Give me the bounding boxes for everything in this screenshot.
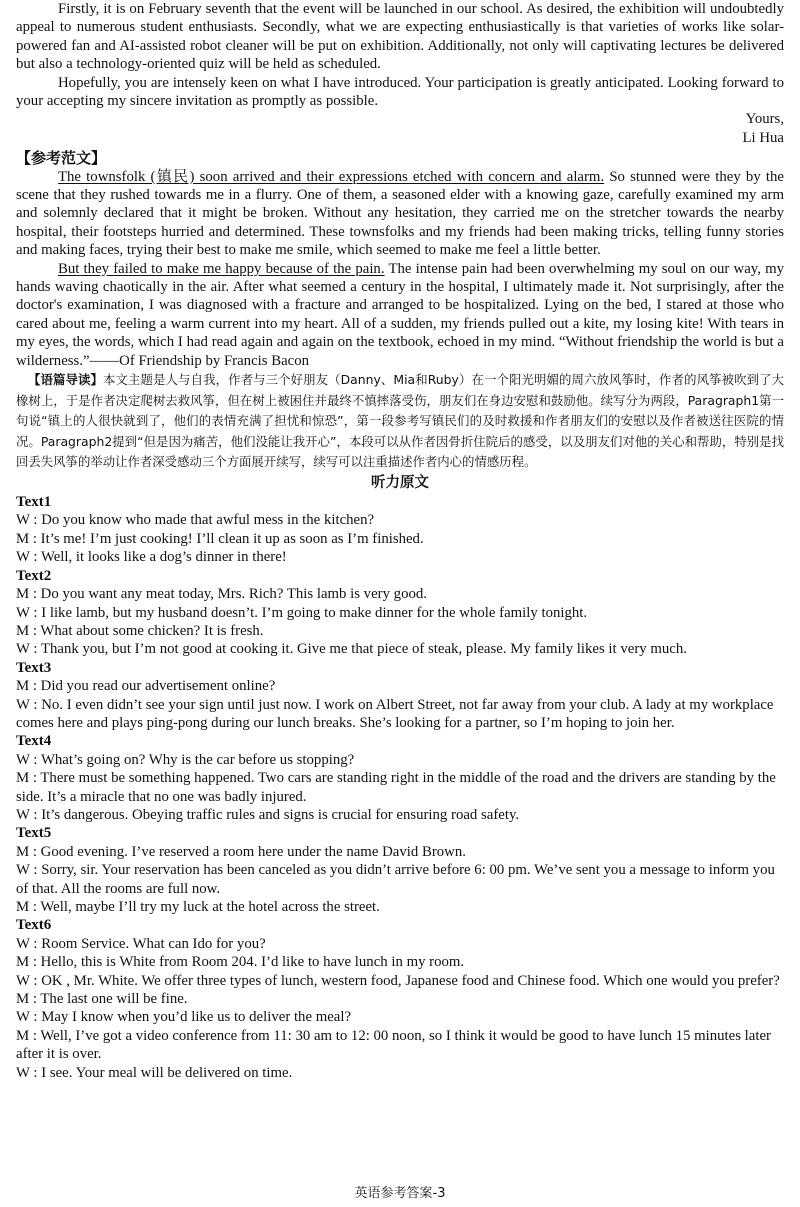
sample-paragraph-2 <box>16 260 784 370</box>
listening-transcripts <box>16 493 784 1082</box>
dialogue-line: W : OK , Mr. White. We offer three types of lunch, western food, Japanese food and Chinese food. Which one would you prefer? <box>16 972 780 989</box>
dialogue-line: M : Did you read our advertisement online? <box>16 678 276 695</box>
transcript-label: Text6 <box>16 917 52 934</box>
dialogue-line: M : There must be something happened. Two cars are standing right in the middle of the road and the drivers are standing by the side. It’s a miracle that no one was badly injured. <box>16 770 776 805</box>
dialogue-line: M : The last one will be fine. <box>16 991 188 1008</box>
dialogue-line: W : Thank you, but I’m not good at cooking it. Give me that piece of steak, please. My family likes it very much. <box>16 641 687 658</box>
transcript-section <box>16 567 784 659</box>
dialogue-line: W : Do you know who made that awful mess in the kitchen? <box>16 512 375 529</box>
dialogue-line: W : Sorry, sir. Your reservation has been canceled as you didn’t arrive before 6: 00 pm. We’ve sent you a message to inform you of that. All the rooms are full now. <box>16 862 775 897</box>
letter-paragraph-1: Firstly, it is on February seventh that the event will be launched in our school. As desired, the exhibition will undoubtedly appeal to numerous student enthusiasts. Secondly, what we are expecting enthusiastically is that varieties of works like solar-powered fan and AI-assisted robot cleaner will be put on exhibition. Additionally, not only will captivating lectures be delivered but also a technology-oriented quiz will be held as scheduled. <box>16 1 784 73</box>
guide-heading: 【语篇导读】 <box>28 372 104 388</box>
transcript-label: Text2 <box>16 567 52 584</box>
sample-p2-body: The intense pain had been overwhelming my soul on our way, my hands waving chaotically in the air. After what seemed a century in the hospital, I ultimately made it. Not surprisingly, after the doctor's examination, I was diagnosed with a fracture and arranged to be hospitalized. Lying on the bed, I stared at those who cared about me, feeling a warm current into my heart. All of a sudden, my friends pulled out a kite, my losing kite! With tears in my eyes, the words, which I had read again and again on the textbook, echoed in my mind. “Without friendship the world is but a wilderness.”——Of Friendship by Francis Bacon <box>16 260 784 369</box>
dialogue-line: M : What about some chicken? It is fresh. <box>16 622 264 639</box>
transcript-section <box>16 824 784 916</box>
dialogue-line: W : I see. Your meal will be delivered on time. <box>16 1064 293 1081</box>
dialogue-line: M : It’s me! I’m just cooking! I’ll clean it up as soon as I’m finished. <box>16 530 424 547</box>
transcript-label: Text5 <box>16 825 52 842</box>
transcript-section <box>16 916 784 1082</box>
dialogue-line: W : It’s dangerous. Obeying traffic rules and signs is crucial for ensuring road safety. <box>16 806 520 823</box>
listening-title: 听力原文 <box>371 475 429 492</box>
dialogue-line: M : Good evening. I’ve reserved a room here under the name David Brown. <box>16 843 466 860</box>
dialogue-line: W : I like lamb, but my husband doesn’t. I’m going to make dinner for the whole family tonight. <box>16 604 588 621</box>
dialogue-line: W : Room Service. What can Ido for you? <box>16 935 266 952</box>
transcript-section <box>16 493 784 567</box>
transcript-section <box>16 732 784 824</box>
transcript-section <box>16 659 784 733</box>
guide-text: 本文主题是人与自我，作者与三个好朋友（Danny、Mia和Ruby）在一个阳光明媚的周六放风筝时，作者的风筝被吹到了大橡树上，于是作者决定爬树去救风筝，但在树上被困住并最终不慎摔落受伤，朋友们在身边安慰和鼓励他。续写分为两段，Paragraph1第一句说“镇上的人很快就到了，他们的表情充满了担忧和惊恐”，第一段参考写镇民们的及时救援和作者朋友们的安慰以及作者被送往医院的情况。Paragraph2提到“但是因为痛苦，他们没能让我开心”，本段可以从作者因骨折住院后的感受，以及朋友们对他的关心和帮助，特别是找回丢失风筝的举动让作者深受感动三个方面展开续写，续写可以注重描述作者内心的情感历程。 <box>16 372 784 470</box>
dialogue-line: W : May I know when you’d like us to deliver the meal? <box>16 1009 352 1026</box>
page-footer: 英语参考答案-3 <box>354 1186 446 1201</box>
sample-p1-body: So stunned were they by the scene that they rushed towards me in a flurry. One of them, a seasoned elder with a knowing gaze, carefully examined my arm and solemnly declared that it might be broken. Without any hesitation, they carried me on the stretcher towards the nearby hospital, their footsteps hurried and determined. These townsfolks and my friends had been making tricks, telling funny stories and making faces, trying their best to make me smile, which seemed to make me feel a little better. <box>16 168 784 259</box>
sample-p2-topic-sentence: But they failed to make me happy because of the pain. <box>58 260 385 277</box>
letter-closing: Yours, <box>745 111 784 128</box>
sample-paragraph-1 <box>16 168 784 260</box>
sample-p1-topic-sentence: The townsfolk (镇民) soon arrived and their expressions etched with concern and alarm. <box>58 168 605 185</box>
dialogue-line: M : Well, maybe I’ll try my luck at the hotel across the street. <box>16 899 380 915</box>
transcript-label: Text3 <box>16 659 52 676</box>
dialogue-line: M : Hello, this is White from Room 204. I’d like to have lunch in my room. <box>16 954 465 971</box>
letter-paragraph-2: Hopefully, you are intensely keen on what I have introduced. Your participation is greatly anticipated. Looking forward to your accepting my sincere invitation as promptly as possible. <box>16 74 784 110</box>
sample-heading: 【参考范文】 <box>16 148 107 167</box>
transcript-label: Text1 <box>16 494 52 511</box>
dialogue-line: W : What’s going on? Why is the car before us stopping? <box>16 751 355 768</box>
letter-signature <box>16 110 784 147</box>
dialogue-line: W : Well, it looks like a dog’s dinner in there! <box>16 549 287 566</box>
letter-name: Li Hua <box>742 130 784 147</box>
transcript-label: Text4 <box>16 733 52 750</box>
guide-paragraph <box>16 370 784 473</box>
dialogue-line: M : Do you want any meat today, Mrs. Rich? This lamb is very good. <box>16 586 427 603</box>
dialogue-line: W : No. I even didn’t see your sign until just now. I work on Albert Street, not far away from your club. A lady at my workplace comes here and plays ping-pong during our lunch breaks. She’s looking for a partner, so I’m hoping to join her. <box>16 696 774 731</box>
dialogue-line: M : Well, I’ve got a video conference from 11: 30 am to 12: 00 noon, so I think it would be good to have lunch 15 minutes later after it is over. <box>16 1027 771 1063</box>
